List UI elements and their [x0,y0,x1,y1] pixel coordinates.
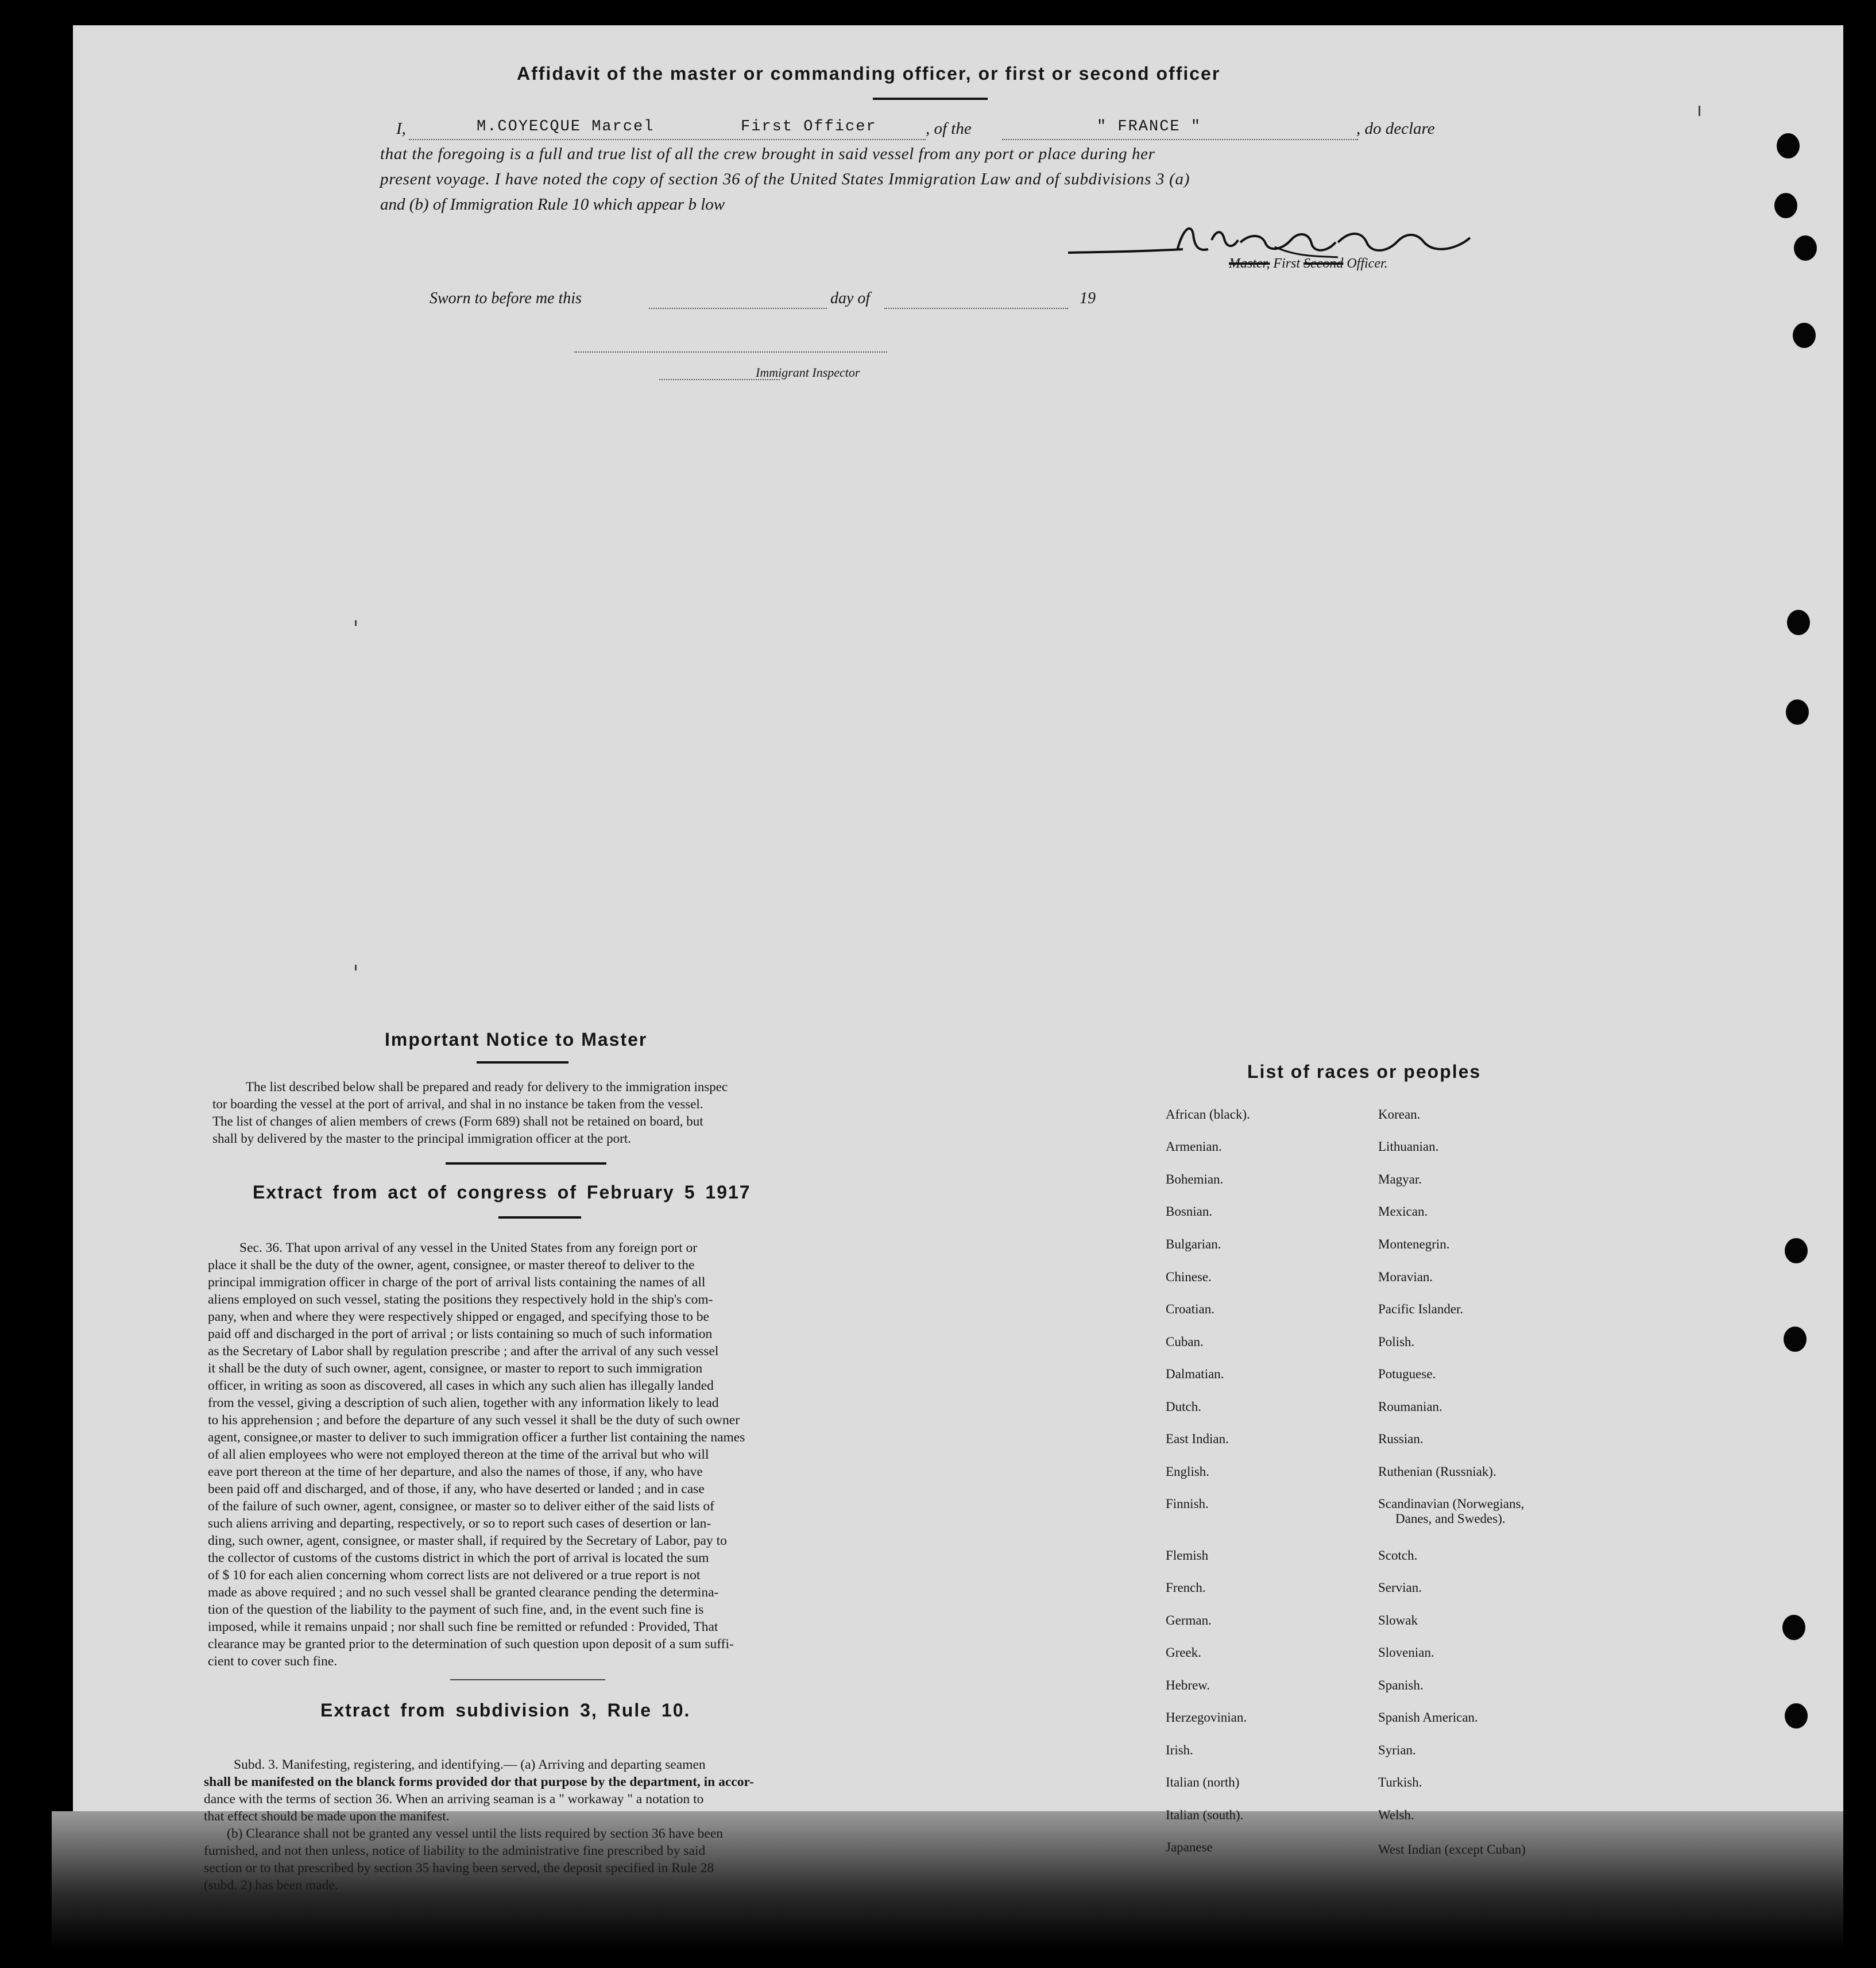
affidavit-title: Affidavit of the master or commanding officer, or first or second officer [517,63,1221,84]
notice-line: tor boarding the vessel at the port of arrival, and shal in no instance be taken from the vessel. [212,1097,703,1111]
race-item: Croatian. [1166,1302,1214,1316]
act-line: place it shall be the duty of the owner, agent, consignee, or master thereof to deliver to the [208,1258,695,1273]
officer-rank: First Officer [741,118,877,136]
act-line: from the vessel, giving a description of such alien, together with any information likely to lead [208,1395,719,1410]
rule-line: that effect should be made upon the manifest. [204,1809,450,1824]
race-item: German. [1166,1613,1212,1627]
race-item: Mexican. [1378,1204,1428,1219]
race-item: Slovenian. [1378,1645,1434,1660]
punch-hole [1787,610,1810,635]
race-item: Spanish American. [1378,1710,1478,1725]
act-line: it shall be the duty of such owner, agent, consignee, or master to report to such immigration [208,1361,703,1376]
race-item: French. [1166,1580,1206,1595]
act-line: principal immigration officer in charge of the port of arrival lists containing the names of all [208,1275,706,1290]
punch-hole [1782,1615,1805,1640]
sworn-day-of: day of [830,289,871,307]
race-item: Irish. [1166,1743,1193,1757]
notice-title: Important Notice to Master [385,1029,648,1050]
race-item: Danes, and Swedes). [1395,1511,1506,1526]
notice-divider [446,1162,606,1165]
punch-hole [1794,235,1817,261]
sworn-day-line [649,308,827,309]
act-line: clearance may be granted prior to the determination of such question upon deposit of a sum suffi- [208,1637,734,1652]
affidavit-i-prefix: I, [396,119,406,138]
races-title: List of races or peoples [1247,1061,1482,1082]
rule-line: Subd. 3. Manifesting, registering, and identifying.— (a) Arriving and departing seamen [234,1757,706,1772]
race-item: West Indian (except Cuban) [1378,1842,1526,1857]
act-line: agent, consignee,or master to deliver to such immigration officer a further list containing the names [208,1430,745,1445]
act-line: made as above required ; and no such vessel shall be granted clearance pending the determina- [208,1585,719,1600]
race-item: Magyar. [1378,1172,1422,1186]
rule-line: dance with the terms of section 36. When an arriving seaman is a " workaway " a notation to [204,1792,704,1807]
act-line: ding, such owner, agent, consignee, or master shall, if required by the Secretary of Labor, pay to [208,1533,727,1548]
race-item: Korean. [1378,1107,1421,1122]
notice-line: shall by delivered by the master to the principal immigration officer at the port. [212,1131,631,1146]
race-item: Flemish [1166,1548,1209,1563]
margin-mark [1699,106,1700,116]
inspector-label: Immigrant Inspector [756,365,860,380]
of-the-text: , of the [926,119,972,138]
notice-line: The list described below shall be prepared and ready for delivery to the immigration inspec [246,1080,728,1094]
rule-line: furnished, and not then unless, notice of liability to the administrative fine prescribed by said [204,1843,706,1858]
race-item: Bohemian. [1166,1172,1224,1186]
extract-act-underline [498,1216,581,1219]
race-item: Russian. [1378,1432,1424,1446]
notice-body [212,1078,864,1147]
extract-act-body [208,1239,857,1670]
race-item: East Indian. [1166,1432,1229,1446]
margin-mark [355,620,357,626]
race-item: Slowak [1378,1613,1418,1627]
title-underline [873,98,988,100]
punch-hole [1785,1703,1808,1729]
signature-caption [1229,256,1388,272]
race-item: Syrian. [1378,1743,1416,1757]
notice-line: The list of changes of alien members of crews (Form 689) shall not be retained on board, but [212,1114,703,1128]
race-item: Ruthenian (Russniak). [1378,1464,1496,1479]
race-item: Potuguese. [1378,1367,1436,1381]
act-line: the collector of customs of the customs district in which the port of arrival is located the sum [208,1551,709,1565]
sworn-year: 19 [1080,289,1096,307]
act-line: of the failure of such owner, agent, consignee, or master so to deliver either of the said lists of [208,1499,714,1514]
act-line: tion of the question of the liability to the payment of such fine, and, in the event such fine is [208,1602,704,1617]
rule-line: shall be manifested on the blanck forms provided dor that purpose by the department, in accor- [204,1774,754,1789]
punch-hole [1786,699,1809,725]
officer-name-line [409,139,926,140]
punch-hole [1777,133,1800,158]
race-item: Lithuanian. [1378,1139,1439,1154]
act-line: eave port thereon at the time of her departure, and also the names of those, if any, who have [208,1464,703,1479]
notice-underline [477,1061,568,1064]
vessel-name-line [1002,139,1358,140]
punch-hole [1784,1327,1807,1352]
race-item: Polish. [1378,1335,1415,1349]
race-item: Servian. [1378,1580,1422,1595]
affidavit-line2: that the foregoing is a full and true list of all the crew brought in said vessel from any port or place during her [380,145,1155,163]
race-item: Bosnian. [1166,1204,1213,1219]
race-item: Montenegrin. [1378,1237,1450,1251]
caption-officer: Officer. [1347,256,1388,271]
race-item: Welsh. [1378,1808,1414,1822]
race-item: Roumanian. [1378,1399,1442,1414]
race-item: African (black). [1166,1107,1250,1122]
extract-act-title: Extract from act of congress of February 5 1917 [253,1182,751,1203]
act-line: officer, in writing as soon as discovered, all cases in which any such alien has illegally landed [208,1378,714,1393]
sworn-month-line [884,308,1068,309]
inspector-signature-line [574,351,887,353]
race-item: Hebrew. [1166,1678,1210,1692]
act-line: paid off and discharged in the port of arrival ; or lists containing so much of such information [208,1327,713,1341]
race-item: Moravian. [1378,1270,1433,1284]
race-item: Armenian. [1166,1139,1222,1154]
caption-second-struck: Second [1303,256,1344,271]
act-line: Sec. 36. That upon arrival of any vessel in the United States from any foreign port or [239,1240,698,1255]
race-item: Dalmatian. [1166,1367,1224,1381]
race-item: English. [1166,1464,1210,1479]
race-item: Dutch. [1166,1399,1201,1414]
race-item: Cuban. [1166,1335,1204,1349]
act-line: of $ 10 for each alien concerning whom correct lists are not delivered or a true report is not [208,1568,701,1583]
rule-line: (b) Clearance shall not be granted any vessel until the lists required by section 36 have been [227,1826,724,1841]
race-item: Chinese. [1166,1270,1212,1284]
affidavit-line3: present voyage. I have noted the copy of section 36 of the United States Immigration Law and of subdivisions 3 (a) [380,170,1190,188]
caption-first: First [1273,256,1301,271]
race-item: Spanish. [1378,1678,1424,1692]
race-item: Bulgarian. [1166,1237,1221,1251]
race-item: Greek. [1166,1645,1201,1660]
act-line: of all alien employees who were not employed thereon at the time of the arrival but who will [208,1447,709,1462]
officer-name: M.COYECQUE Marcel [477,118,655,136]
race-item: Herzegovinian. [1166,1710,1247,1725]
punch-hole [1774,193,1797,218]
act-line: as the Secretary of Labor shall by regulation prescribe ; and after the arrival of any such vessel [208,1344,719,1359]
extract-rule-body [204,1756,858,1894]
affidavit-line1 [396,119,406,138]
rule-line: section or to that prescribed by section 35 having been served, the deposit specified in Rule 28 [204,1861,714,1876]
caption-master-struck: Master, [1229,256,1270,271]
act-line: to his apprehension ; and before the departure of any such vessel it shall be the duty of such owner [208,1413,740,1428]
act-line: aliens employed on such vessel, stating the positions they respectively hold in the ship's com- [208,1292,713,1307]
act-line: cient to cover such fine. [208,1654,338,1669]
race-item: Japanese [1166,1840,1213,1854]
race-item: Pacific Islander. [1378,1302,1464,1316]
race-item: Scotch. [1378,1548,1418,1563]
act-line: imposed, while it remains unpaid ; nor shall such fine be remitted or refunded : Provided, That [208,1619,718,1634]
extract-rule-title: Extract from subdivision 3, Rule 10. [320,1700,691,1720]
race-item: Turkish. [1378,1775,1422,1789]
act-line: such aliens arriving and departing, respectively, or so to report such cases of desertion or lan- [208,1516,711,1531]
race-item: Scandinavian (Norwegians, [1378,1497,1525,1511]
margin-mark [355,965,357,971]
race-item: Italian (south). [1166,1808,1244,1822]
affidavit-line4: and (b) of Immigration Rule 10 which appear b low [380,195,725,214]
rule-line: (subd. 2) has been made. [204,1878,338,1893]
vessel-name: " FRANCE " [1097,118,1202,136]
sworn-prefix: Sworn to before me this [430,289,582,307]
race-item: Italian (north) [1166,1775,1240,1789]
race-item: Finnish. [1166,1497,1209,1511]
do-declare-text: , do declare [1356,119,1435,138]
act-divider [450,1679,605,1680]
punch-hole [1793,323,1816,348]
punch-hole [1785,1238,1808,1263]
act-line: been paid off and discharged, and of those, if any, who have deserted or landed ; and in case [208,1482,705,1497]
act-line: pany, when and where they were respectively shipped or engaged, and specifying those to be [208,1309,709,1324]
